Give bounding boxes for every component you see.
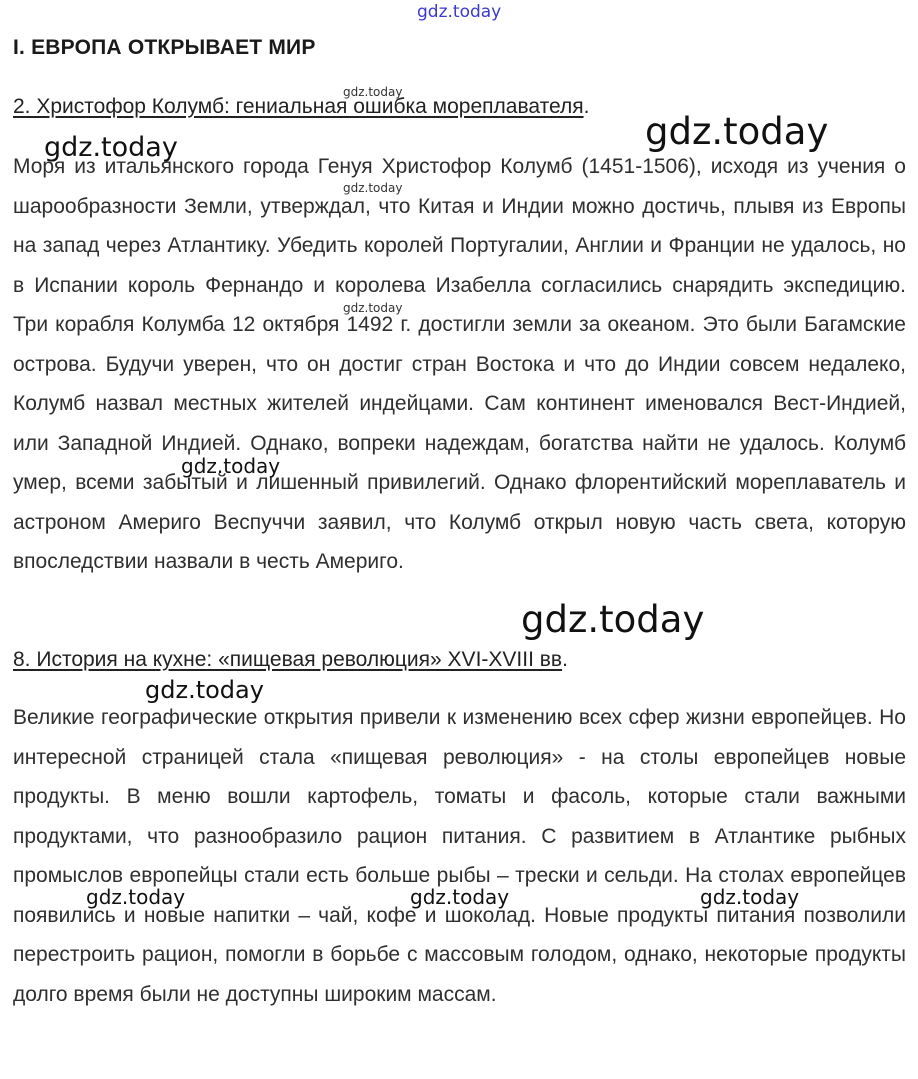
section-title-food-revolution-suffix: . bbox=[562, 648, 568, 671]
watermark-medium: gdz.today bbox=[145, 676, 264, 704]
watermark-small: gdz.today bbox=[343, 181, 403, 195]
section-title-columbus bbox=[13, 95, 589, 119]
watermark-small: gdz.today bbox=[343, 85, 403, 99]
section-title-food-revolution bbox=[13, 648, 568, 672]
watermark-small: gdz.today bbox=[343, 301, 403, 315]
section-text-columbus: Моря из итальянского города Генуя Христофор Колумб (1451-1506), исходя из учения о шарообразности Земли, утверждал, что Китая и Индии можно достичь, плывя из Европы на запад через Атлантику. Убедить королей Португалии, Англии и Франции не удалось, но в Испании король Фернандо и королева Изабелла согласились снарядить экспедицию. Три корабля Колумба 12 октября 1492 г. достигли земли за океаном. Это были Багамские острова. Будучи уверен, что он достиг стран Востока и что до Индии совсем недалеко, Колумб назвал местных жителей индейцами. Сам континент именовался Вест-Индией, или Западной Индией. Однако, вопреки надеждам, богатства найти не удалось. Колумб умер, всеми забытый и лишенный привилегий. Однако флорентийский мореплаватель и астроном Америго Веспуччи заявил, что Колумб открыл новую часть света, которую впоследствии назвали в честь Америго. bbox=[13, 155, 906, 573]
watermark-medium: gdz.today bbox=[700, 885, 800, 909]
watermark-medium: gdz.today bbox=[86, 885, 186, 909]
chapter-heading: I. ЕВРОПА ОТКРЫВАЕТ МИР bbox=[13, 36, 316, 59]
section-title-columbus-suffix: . bbox=[583, 95, 590, 118]
section-title-columbus-text: 2. Христофор Колумб: гениальная ошибка мореплавателя bbox=[13, 95, 584, 118]
section-text-food-revolution: Великие географические открытия привели к изменению всех сфер жизни европейцев. Но интересной страницей стала «пищевая революция» - на столы европейцев новые продукты. В меню вошли картофель, томаты и фасоль, которые стали важными продуктами, что разнообразило рацион питания. С развитием в Атлантике рыбных промыслов европейцы стали есть больше рыбы – трески и сельди. На столах европейцев появились и новые напитки – чай, кофе и шоколад. Новые продукты питания позволили перестроить рацион, помогли в борьбе с массовым голодом, однако, некоторые продукты долго время были не доступны широким массам. bbox=[13, 706, 906, 1006]
watermark-large: gdz.today bbox=[645, 110, 829, 153]
watermark-large: gdz.today bbox=[521, 598, 705, 641]
watermark-medium: gdz.today bbox=[44, 132, 178, 163]
section-title-food-revolution-text: 8. История на кухне: «пищевая революция» XVI-XVIII вв bbox=[13, 648, 563, 671]
watermark-top: gdz.today bbox=[417, 2, 502, 22]
watermark-medium: gdz.today bbox=[410, 885, 510, 909]
watermark-medium: gdz.today bbox=[181, 454, 281, 478]
